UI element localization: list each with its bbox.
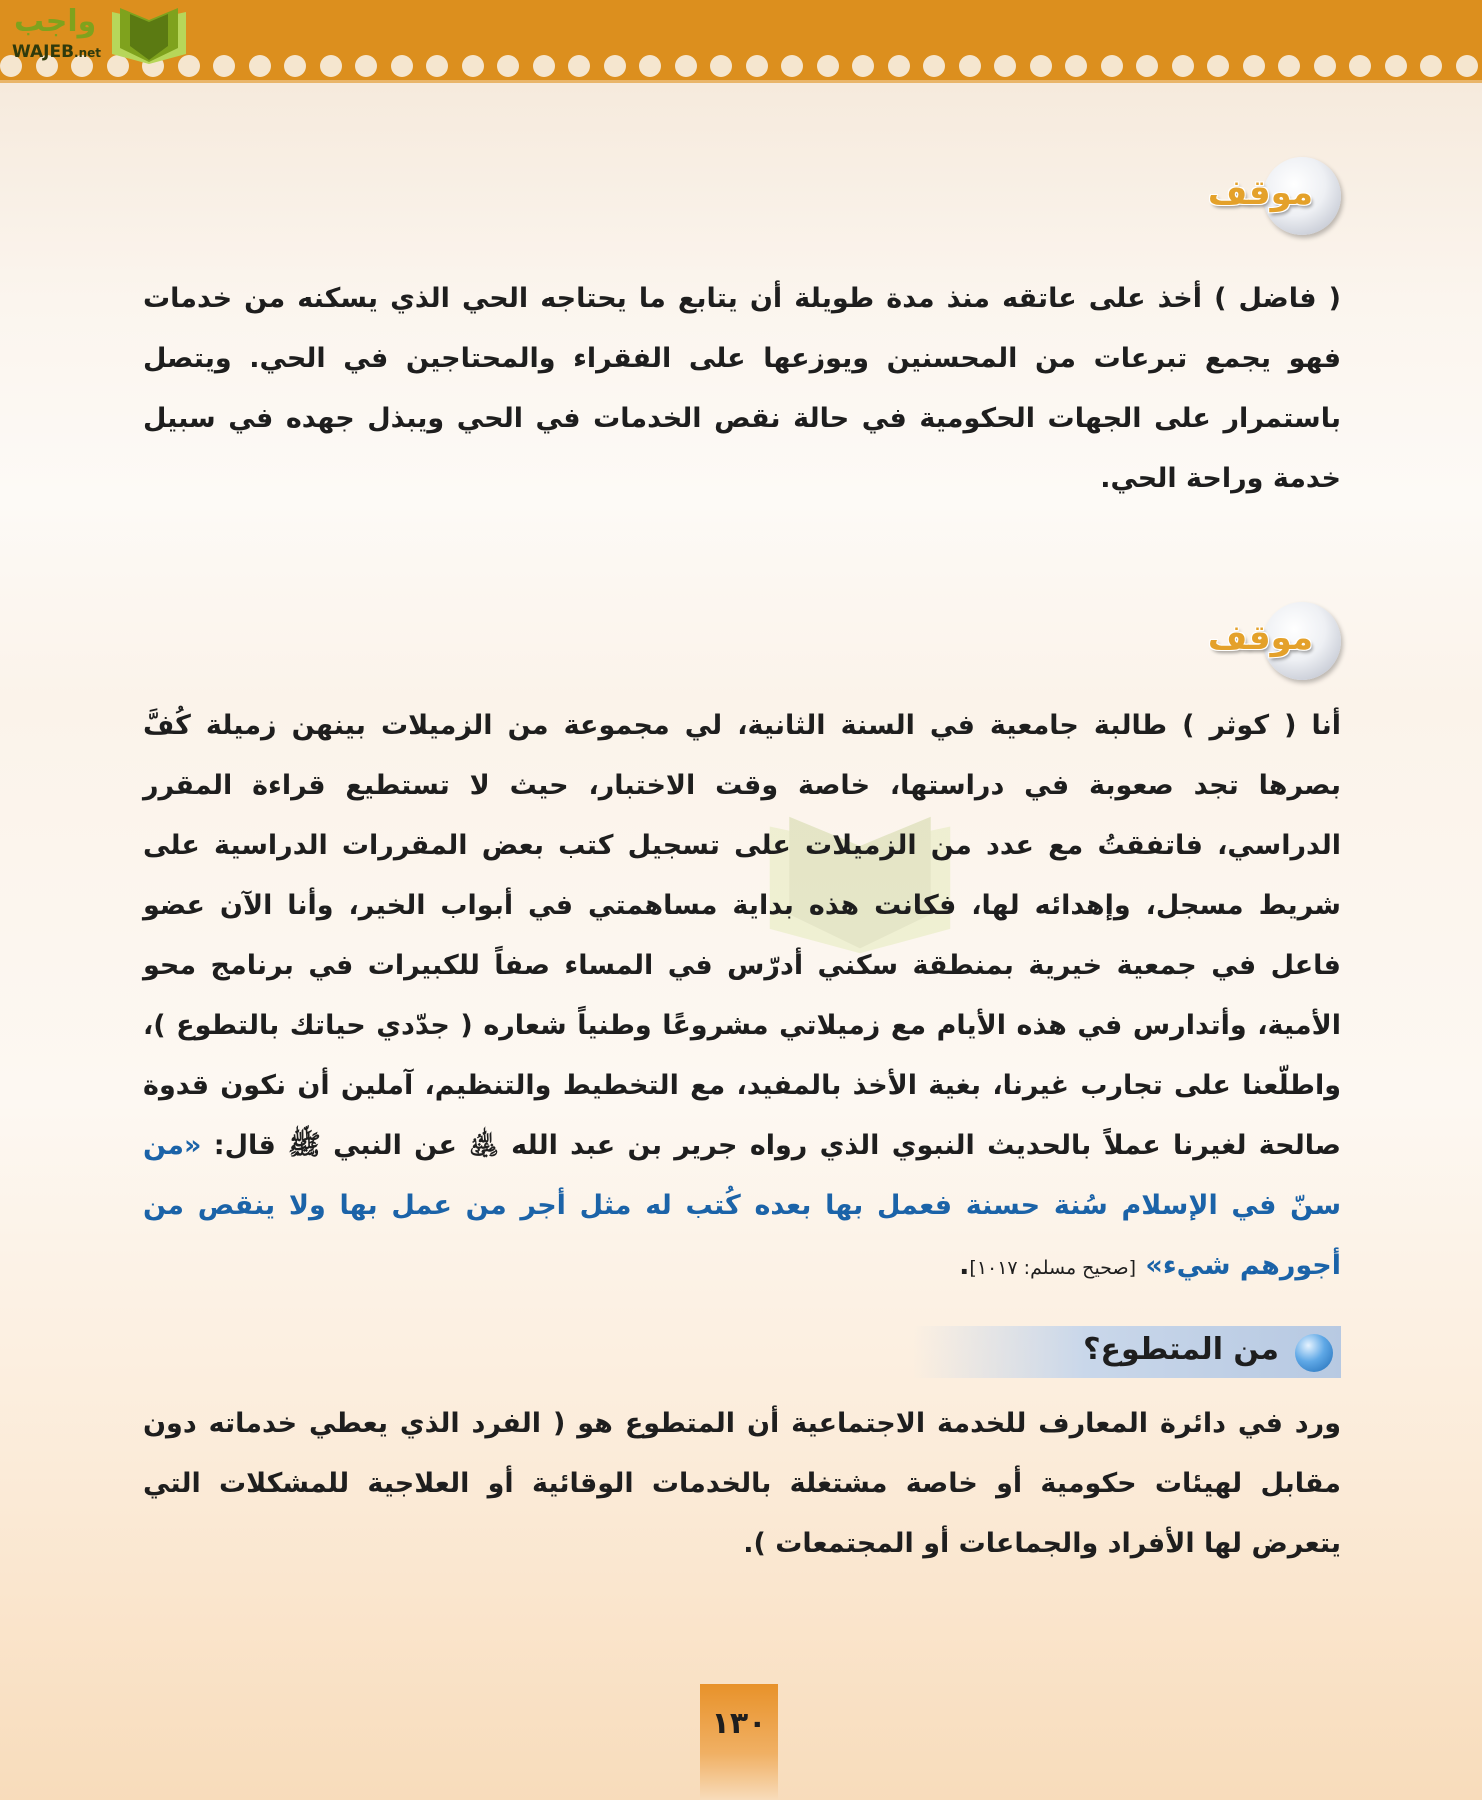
page-number: ١٣٠ <box>700 1684 778 1800</box>
hadith-text: «من سنّ في الإسلام سُنة حسنة فعمل بها بعده كُتب له مثل أجر من عمل بها ولا ينقص من أجورهم شيء» <box>143 1130 1341 1281</box>
header-dot <box>1207 55 1229 77</box>
header-dot <box>852 55 874 77</box>
header-dot <box>1243 55 1265 77</box>
header-dot <box>888 55 910 77</box>
situation1-title: موقف <box>1207 173 1313 213</box>
situation2-badge-row <box>143 600 1341 682</box>
header-dot <box>639 55 661 77</box>
header-dot <box>284 55 306 77</box>
end-period: . <box>959 1250 970 1281</box>
header-dot <box>320 55 342 77</box>
header-dot <box>426 55 448 77</box>
header-dot <box>1101 55 1123 77</box>
header-dot <box>1172 55 1194 77</box>
header-dot <box>1278 55 1300 77</box>
header-dot <box>710 55 732 77</box>
header-dot <box>533 55 555 77</box>
wajeb-logo[interactable] <box>8 4 193 66</box>
header-dot <box>1349 55 1371 77</box>
header-dot <box>1065 55 1087 77</box>
book-icon <box>108 6 190 66</box>
situation2 <box>143 600 1341 1574</box>
header-dot <box>568 55 590 77</box>
header-dot <box>1385 55 1407 77</box>
bullet-ball-icon <box>1295 1334 1333 1372</box>
logo-arabic: واجب <box>14 4 97 39</box>
page-header <box>0 0 1482 83</box>
header-dot <box>604 55 626 77</box>
header-dot <box>1420 55 1442 77</box>
logo-latin: WAJEB.net <box>12 42 102 62</box>
situation1-text: ( فاضل ) أخذ على عاتقه منذ مدة طويلة أن يتابع ما يحتاجه الحي الذي يسكنه من خدمات فهو يجمع تبرعات من المحسنين ويوزعها على الفقراء والمحتاجين في الحي. ويتصل باستمرار على الجهات الحكومية في حالة نقص الخدمات في الحي ويبذل جهده في سبيل خدمة وراحة الحي. <box>143 283 1341 494</box>
header-dot <box>1456 55 1478 77</box>
situation1-badge-row <box>143 155 1341 237</box>
header-dot <box>781 55 803 77</box>
situation2-badge <box>1181 600 1341 682</box>
header-dot <box>923 55 945 77</box>
situation2-text <box>143 696 1341 1298</box>
header-dot <box>675 55 697 77</box>
header-dot <box>959 55 981 77</box>
header-dot <box>391 55 413 77</box>
header-dot <box>462 55 484 77</box>
header-dot <box>497 55 519 77</box>
header-dot <box>355 55 377 77</box>
header-dot <box>1314 55 1336 77</box>
situation2-body: أنا ( كوثر ) طالبة جامعية في السنة الثانية، لي مجموعة من الزميلات بينهن زميلة كُفَّ بصرها تجد صعوبة في دراستها، خاصة وقت الاختبار، حيث لا تستطيع قراءة المقرر الدراسي، فاتفقتُ مع عدد من الزميلات على تسجيل كتب بعض المقررات الدراسية على شريط مسجل، وإهدائه لها، فكانت هذه بداية مساهمتي في أبواب الخير، وأنا الآن عضو فاعل في جمعية خيرية بمنطقة سكني أدرّس في المساء صفاً للكبيرات في برنامج محو الأمية، وأتدارس في هذه الأيام مع زميلاتي مشروعًا وطنياً شعاره ( جدّدي حياتك بالتطوع )، واطلّعنا على تجارب غيرنا، بغية الأخذ بالمفيد، مع التخطيط والتنظيم، آملين أن نكون قدوة صالحة لغيرنا عملاً بالحديث النبوي الذي رواه جرير بن عبد الله ﵁ عن النبي ﷺ قال: <box>143 710 1341 1161</box>
header-dot <box>1136 55 1158 77</box>
situation2-title: موقف <box>1207 618 1313 658</box>
header-dot <box>994 55 1016 77</box>
header-dot <box>1030 55 1052 77</box>
header-dot <box>817 55 839 77</box>
situation1-badge <box>1181 155 1341 237</box>
header-dot <box>213 55 235 77</box>
header-dots <box>0 55 1482 79</box>
header-dot <box>249 55 271 77</box>
hadith-reference: [صحيح مسلم: ١٠١٧] <box>969 1257 1136 1279</box>
section-text: ورد في دائرة المعارف للخدمة الاجتماعية أن المتطوع هو ( الفرد الذي يعطي خدماته دون مقابل لهيئات حكومية أو خاصة مشتغلة بالخدمات الوقائية أو العلاجية للمشكلات التي يتعرض لها الأفراد والجماعات أو المجتمعات ). <box>143 1408 1341 1559</box>
section-title: من المتطوع؟ <box>1083 1332 1279 1367</box>
section-heading <box>913 1326 1341 1378</box>
situation1 <box>143 155 1341 509</box>
header-dot <box>746 55 768 77</box>
